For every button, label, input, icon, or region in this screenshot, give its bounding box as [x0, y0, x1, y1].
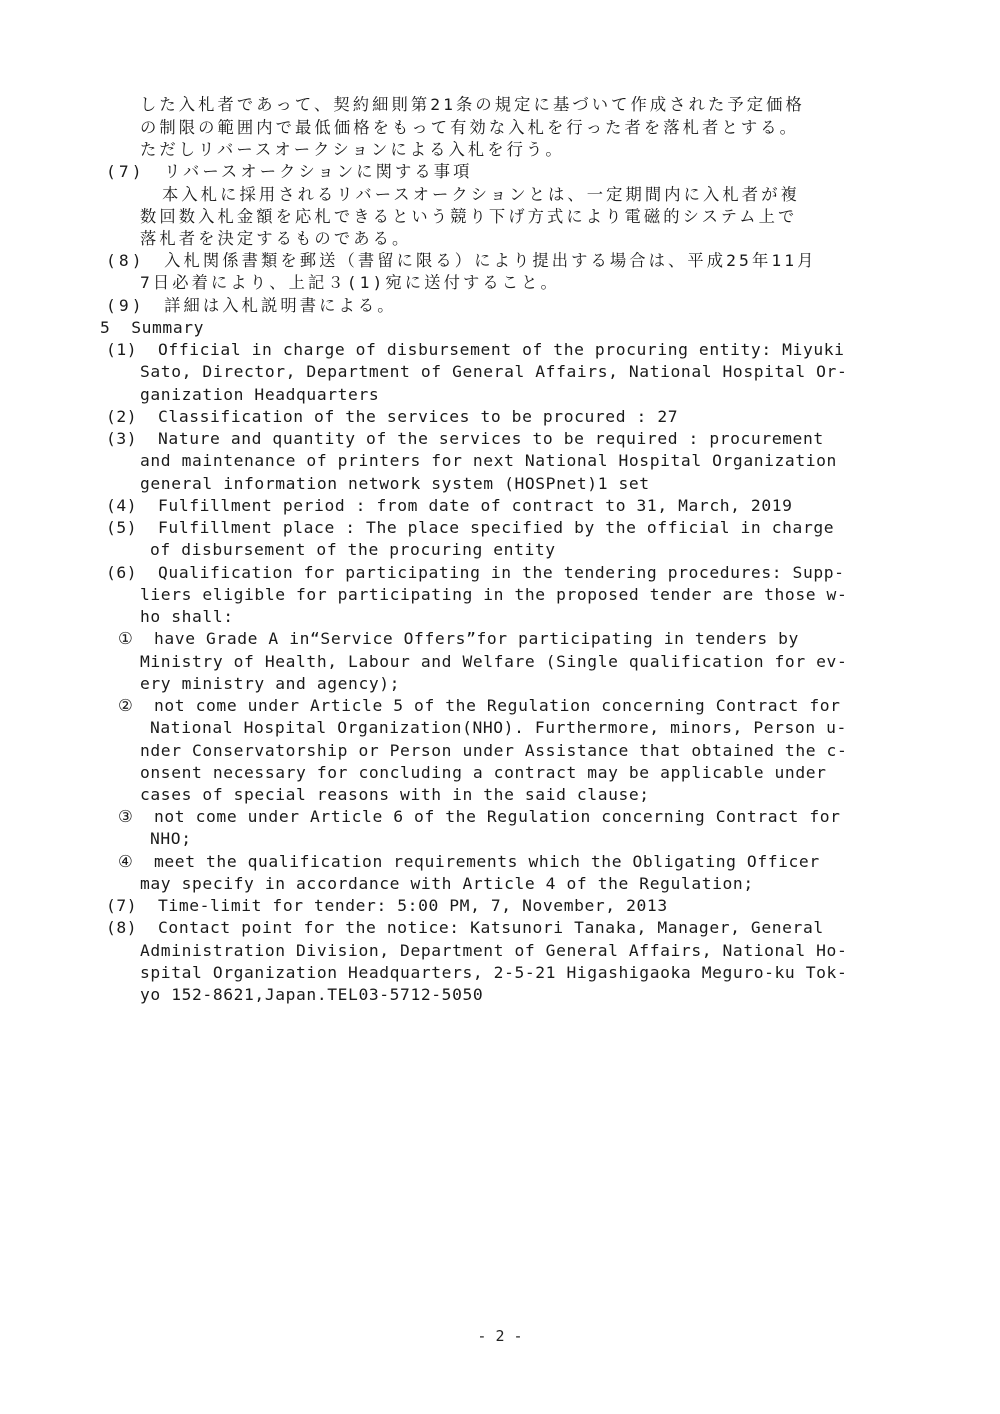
section-heading: (7) リバースオークションに関する事項	[106, 162, 473, 181]
text-line: cases of special reasons with in the said clause;	[140, 785, 650, 804]
text-line: (8) Contact point for the notice: Katsunori Tanaka, Manager, General	[106, 918, 824, 937]
text-line: ② not come under Article 5 of the Regulation concerning Contract for	[118, 696, 841, 715]
text-line: 数回数入札金額を応札できるという競り下げ方式により電磁的システム上で	[140, 207, 798, 226]
text-line: nder Conservatorship or Person under Assistance that obtained the c-	[140, 741, 848, 760]
text-line: and maintenance of printers for next National Hospital Organization	[140, 451, 837, 470]
text-line: ganization Headquarters	[140, 385, 380, 404]
text-line: ho shall:	[140, 607, 234, 626]
text-line: 本入札に採用されるリバースオークションとは、一定期間内に入札者が複	[162, 185, 800, 204]
text-line: liers eligible for participating in the proposed tender are those w-	[140, 585, 848, 604]
text-line: Sato, Director, Department of General Affairs, National Hospital Or-	[140, 362, 848, 381]
text-line: of disbursement of the procuring entity	[150, 540, 556, 559]
text-line: ① have Grade A in“Service Offers”for participating in tenders by	[118, 629, 799, 648]
text-line: ただしリバースオークションによる入札を行う。	[140, 140, 565, 159]
text-line: Administration Division, Department of General Affairs, National Ho-	[140, 941, 848, 960]
text-line: ④ meet the qualification requirements which the Obligating Officer	[118, 852, 820, 871]
text-line: 7日必着により、上記３(1)宛に送付すること。	[140, 273, 560, 292]
text-line: の制限の範囲内で最低価格をもって有効な入札を行った者を落札者とする。	[140, 118, 799, 137]
text-line: ery ministry and agency);	[140, 674, 401, 693]
text-line: ③ not come under Article 6 of the Regulation concerning Contract for	[118, 807, 841, 826]
text-line: National Hospital Organization(NHO). Furthermore, minors, Person u-	[150, 718, 847, 737]
text-line: (9) 詳細は入札説明書による。	[106, 296, 397, 315]
text-line: (2) Classification of the services to be procured : 27	[106, 407, 679, 426]
text-line: (7) Time-limit for tender: 5:00 PM, 7, November, 2013	[106, 896, 668, 915]
text-line: 落札者を決定するものである。	[140, 229, 412, 248]
text-line: may specify in accordance with Article 4 of the Regulation;	[140, 874, 754, 893]
text-line: NHO;	[150, 829, 192, 848]
text-line: (5) Fulfillment place : The place specified by the official in charge	[106, 518, 835, 537]
text-line: yo 152-8621,Japan.TEL03-5712-5050	[140, 985, 484, 1004]
text-line: Ministry of Health, Labour and Welfare (Single qualification for ev-	[140, 652, 848, 671]
text-line: (3) Nature and quantity of the services to be required : procurement	[106, 429, 824, 448]
text-line: した入札者であって、契約細則第21条の規定に基づいて作成された予定価格	[140, 95, 805, 114]
page-number: - 2 -	[477, 1327, 523, 1345]
text-line: (6) Qualification for participating in the tendering procedures: Supp-	[106, 563, 845, 582]
section-heading: 5 Summary	[100, 318, 205, 337]
text-line: spital Organization Headquarters, 2-5-21 Higashigaoka Meguro-ku Tok-	[140, 963, 848, 982]
text-line: (1) Official in charge of disbursement of the procuring entity: Miyuki	[106, 340, 845, 359]
text-line: (8) 入札関係書類を郵送（書留に限る）により提出する場合は、平成25年11月	[106, 251, 817, 270]
text-line: onsent necessary for concluding a contract may be applicable under	[140, 763, 827, 782]
text-line: general information network system (HOSPnet)1 set	[140, 474, 650, 493]
text-line: (4) Fulfillment period : from date of contract to 31, March, 2019	[106, 496, 793, 515]
